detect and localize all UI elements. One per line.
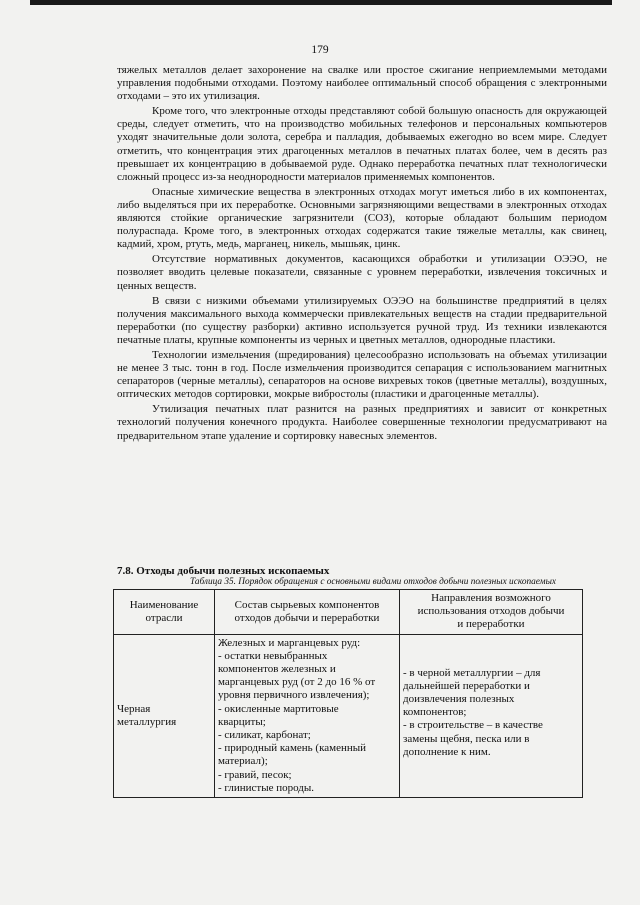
section-heading: 7.8. Отходы добычи полезных ископаемых bbox=[117, 565, 330, 577]
cell-directions: - в черной металлургии – для дальнейшей переработки и доизвлечения полезных компонентов; - в строительстве – в качестве замены щебня, песка или в дополнение к ним. bbox=[400, 634, 583, 797]
paragraph-5: В связи с низкими объемами утилизируемых ОЭЭО на большинстве предприятий в целях получения максимального выхода коммерчески привлекательных веществ на стадии предварительной переработки (по существу разборки) активно используется ручной труд. Из техники извлекаются печатные платы, крупные компоненты из черных и цветных металлов, однородные пластики. bbox=[117, 294, 607, 346]
body-text bbox=[117, 64, 607, 445]
table-header-row bbox=[114, 590, 583, 635]
paragraph-4: Отсутствие нормативных документов, касающихся обработки и утилизации ОЭЭО, не позволяет вводить целевые показатели, связанные с уровнем переработки, извлечения токсичных и ценных веществ. bbox=[117, 253, 607, 292]
paragraph-7: Утилизация печатных плат разнится на разных предприятиях и зависит от конкретных технологий получения конечного продукта. Наиболее совершенные технологии предусматривают на предварительном этапе удаление и сортировку навесных элементов. bbox=[117, 403, 607, 442]
paragraph-2: Кроме того, что электронные отходы представляют собой большую опасность для окружающей среды, следует отметить, что на производство мобильных телефонов и персональных компьютеров уходят значительные доли золота, серебра и палладия, добываемых ежегодно во всем мире. Следует отметить, что концентрация этих драгоценных металлов в печатных платах более, чем в десять раз превышает их концентрацию в добываемой руде. Однако переработка печатных плат технологически сложный процесс из-за неоднородности материалов применяемых компонентов. bbox=[117, 105, 607, 183]
page-number: 179 bbox=[311, 44, 329, 56]
table-caption: Таблица 35. Порядок обращения с основными видами отходов добычи полезных ископаемых bbox=[190, 577, 557, 587]
table-row bbox=[114, 634, 583, 797]
paragraph-6: Технологии измельчения (шредирования) целесообразно использовать на объемах утилизации не менее 3 тыс. тонн в год. После измельчения производится сепарация с использованием магнитных сепараторов (черные металлы), сепараторов на основе вихревых токов (цветные металлы), воздушных, оптических методов сортировки, мокрые вибростолы (пластики и драгоценные металлы). bbox=[117, 348, 607, 401]
paragraph-3: Опасные химические вещества в электронных отходах могут иметься либо в их компонентах, либо выделяться при их переработке. Основными загрязняющими веществами в электронных отходах являются стойкие органические загрязнители (СОЗ), которые обладают большим периодом полураспада. Кроме того, в электронных отходах содержатся такие тяжелые металлы, как свинец, кадмий, хром, ртуть, медь, марганец, никель, мышьяк, цинк. bbox=[117, 185, 607, 251]
header-directions: Направления возможного использования отходов добычи и переработки bbox=[400, 590, 583, 635]
paragraph-1: тяжелых металлов делает захоронение на свалке или простое сжигание неприемлемыми методами управления подобными отходами. Поэтому наиболее оптимальный способ обращения с электронными отходами – это их утилизация. bbox=[117, 64, 607, 103]
header-industry: Наименование отрасли bbox=[114, 590, 215, 635]
header-composition: Состав сырьевых компонентов отходов добычи и переработки bbox=[215, 590, 400, 635]
cell-industry: Черная металлургия bbox=[114, 634, 215, 797]
scan-top-bar bbox=[30, 0, 612, 5]
cell-composition: Железных и марганцевых руд: - остатки невыбранных компонентов железных и марганцевых руд (от 2 до 16 % от уровня первичного извлечения); - окисленные мартитовые кварциты; - силикат, карбонат; - природный камень (каменный материал); - гравий, песок; - глинистые породы. bbox=[215, 634, 400, 797]
mining-waste-table bbox=[113, 589, 583, 798]
